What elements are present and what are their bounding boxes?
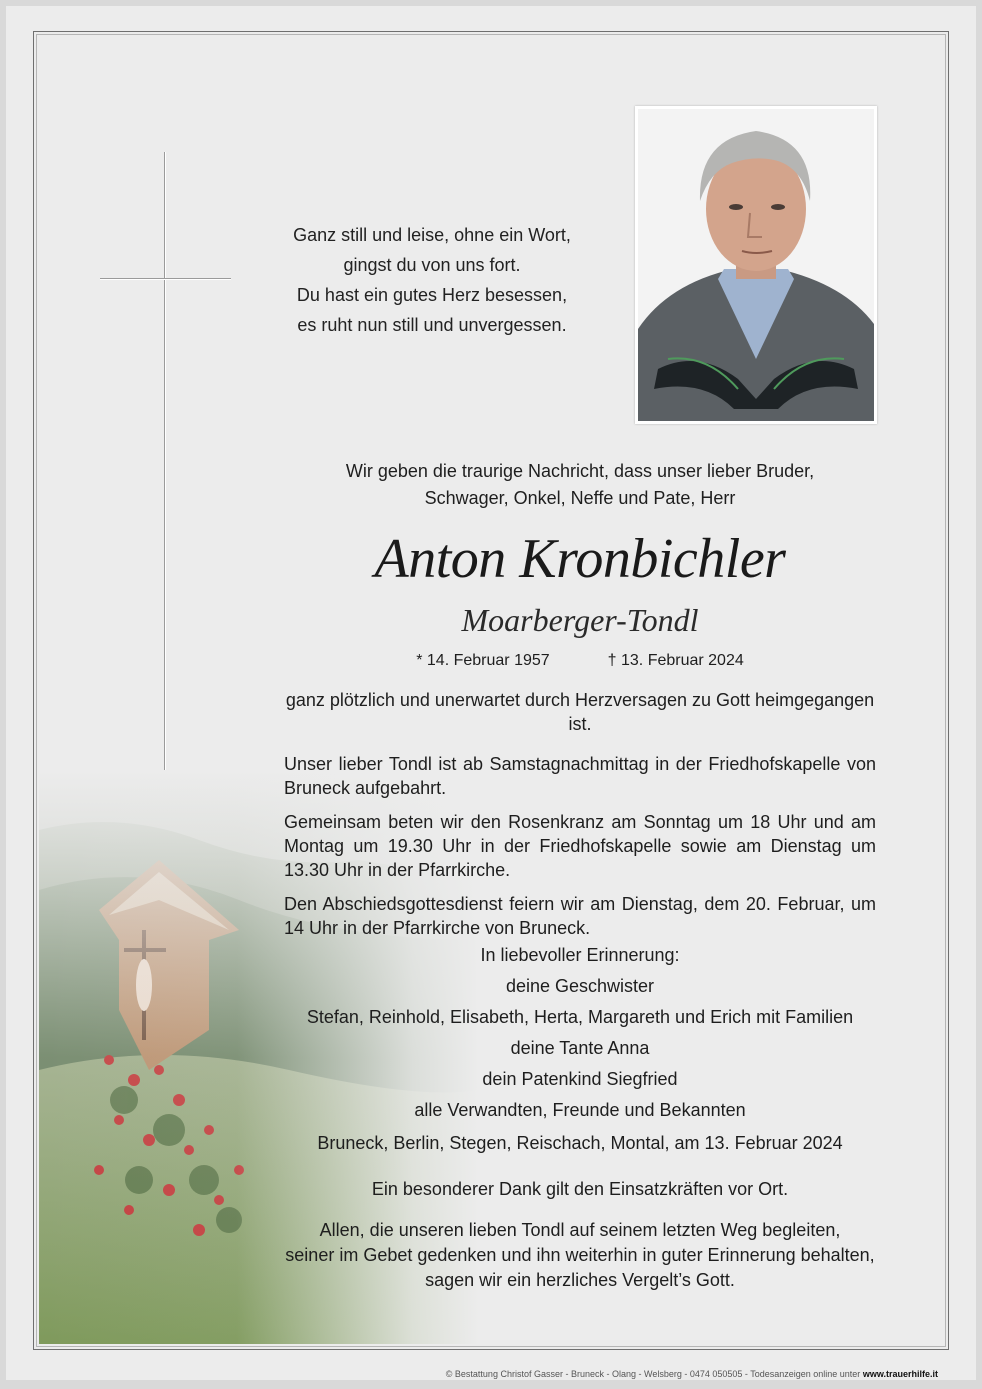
mourners-list bbox=[284, 940, 876, 1126]
closing-line: Allen, die unseren lieben Tondl auf seinem letzten Weg begleiten, bbox=[319, 1220, 841, 1240]
funeral-home-footer bbox=[0, 1368, 938, 1380]
announcement-intro bbox=[300, 458, 860, 512]
life-dates bbox=[300, 648, 860, 674]
siblings-label: deine Geschwister bbox=[505, 976, 655, 996]
deceased-nickname: Moarberger-Tondl bbox=[461, 602, 699, 638]
announcement-body bbox=[284, 688, 876, 950]
intro-line: Schwager, Onkel, Neffe und Pate, Herr bbox=[424, 488, 736, 508]
intro-line: Wir geben die traurige Nachricht, dass unser lieber Bruder, bbox=[345, 461, 815, 481]
memorial-poem bbox=[262, 220, 602, 340]
portrait-photo bbox=[635, 106, 877, 424]
deceased-name: Anton Kronbichler bbox=[374, 528, 786, 590]
funeral-service-info: Den Abschiedsgottesdienst feiern wir am Dienstag, dem 20. Februar, um 14 Uhr in der Pfarrkirche von Bruneck. bbox=[284, 894, 876, 938]
poem-line: Du hast ein gutes Herz besessen, bbox=[296, 285, 568, 305]
closing-line: sagen wir ein herzliches Vergelt’s Gott. bbox=[425, 1270, 735, 1290]
death-date: † 13. Februar 2024 bbox=[607, 652, 744, 669]
place-and-date: Bruneck, Berlin, Stegen, Reischach, Montal, am 13. Februar 2024 bbox=[317, 1133, 843, 1153]
poem-line: es ruht nun still und unvergessen. bbox=[297, 315, 567, 335]
special-thanks: Ein besonderer Dank gilt den Einsatzkräften vor Ort. bbox=[371, 1179, 789, 1199]
birth-date: * 14. Februar 1957 bbox=[416, 652, 550, 669]
poem-line: Ganz still und leise, ohne ein Wort, bbox=[293, 225, 571, 245]
closing-line: seiner im Gebet gedenken und ihn weiterhin in guter Erinnerung behalten, bbox=[285, 1245, 875, 1265]
cause-of-death: ganz plötzlich und unerwartet durch Herzversagen zu Gott heimgegangen ist. bbox=[285, 690, 875, 734]
rosary-info: Gemeinsam beten wir den Rosenkranz am Sonntag um 18 Uhr und am Montag um 19.30 Uhr in der Friedhofskapelle sowie am Dienstag um 13.30 Uhr in der Pfarrkirche. bbox=[284, 812, 876, 880]
footer-text: © Bestattung Christof Gasser - Bruneck - Olang - Welsberg - 0474 050505 - Todesanzeigen online unter bbox=[445, 1369, 863, 1379]
cross-horizontal-beam bbox=[100, 278, 231, 280]
mourners-heading: In liebevoller Erinnerung: bbox=[480, 945, 680, 965]
viewing-info: Unser lieber Tondl ist ab Samstagnachmittag in der Friedhofskapelle von Bruneck aufgebahrt. bbox=[284, 754, 876, 798]
poem-line: gingst du von uns fort. bbox=[343, 255, 521, 275]
footer-link[interactable]: www.trauerhilfe.it bbox=[862, 1369, 938, 1379]
relatives: alle Verwandten, Freunde und Bekannten bbox=[414, 1100, 746, 1120]
closing-message bbox=[284, 1218, 876, 1293]
godchild: dein Patenkind Siegfried bbox=[482, 1069, 678, 1089]
aunt: deine Tante Anna bbox=[510, 1038, 650, 1058]
siblings-names: Stefan, Reinhold, Elisabeth, Herta, Margareth und Erich mit Familien bbox=[306, 1007, 854, 1027]
cross-vertical-beam bbox=[164, 152, 166, 770]
